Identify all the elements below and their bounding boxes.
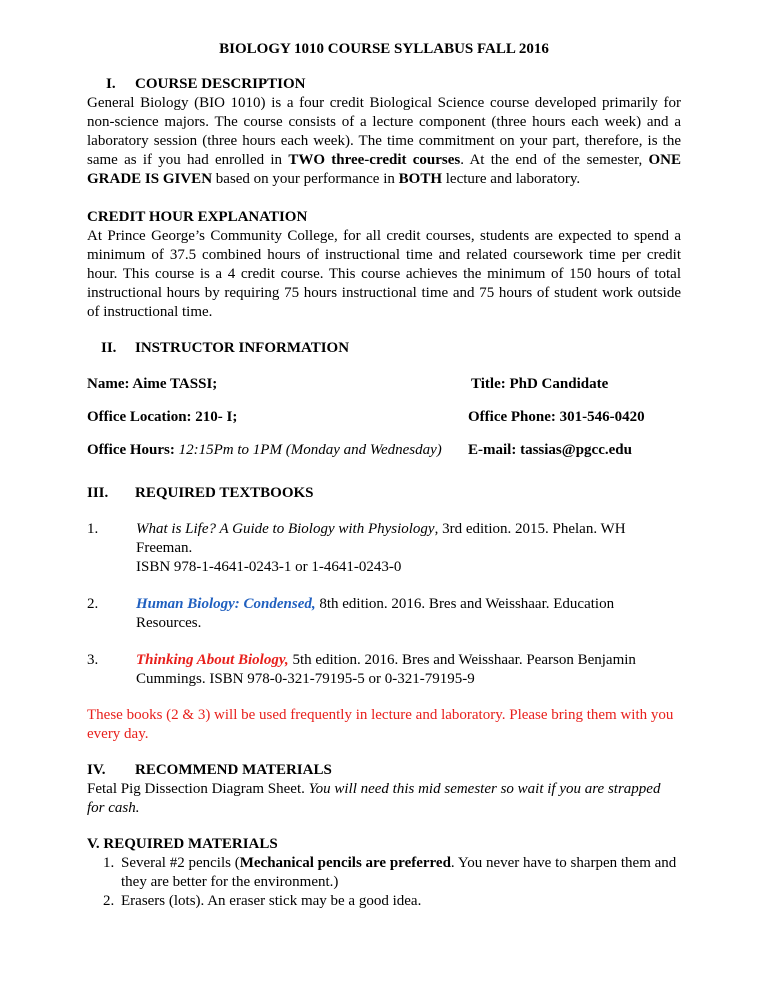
document-title: BIOLOGY 1010 COURSE SYLLABUS FALL 2016: [219, 41, 549, 57]
textbook-item: 2. Human Biology: Condensed, 8th edition. 2016. Bres and Weisshaar. Education Resources.: [87, 596, 615, 631]
textbook-title: Human Biology: Condensed,: [136, 596, 316, 612]
section-number: IV.: [87, 762, 106, 778]
textbook-isbn: ISBN 978-1-4641-0243-1 or 1-4641-0243-0: [136, 559, 402, 575]
instructor-row-3: [87, 441, 681, 460]
textbook-item: 3. Thinking About Biology, 5th edition. 2016. Bres and Weisshaar. Pearson Benjamin Cummings. ISBN 978-0-321-79195-5 or 0-321-79195-9: [87, 652, 636, 687]
credit-hour-paragraph: At Prince George’s Community College, for all credit courses, students are expected to spend a minimum of 37.5 combined hours of instructional time and related coursework time per credit hour. This course is a 4 credit course. This course achieves the minimum of 150 hours of total instructional hours by requiring 75 hours instructional time and 75 hours of student work outside of instructional time.: [87, 228, 681, 320]
material-item: 2. Erasers (lots). An eraser stick may be a good idea.: [103, 893, 422, 909]
section-required-materials-heading: V. REQUIRED MATERIALS: [87, 836, 278, 852]
section-title: RECOMMEND MATERIALS: [135, 762, 332, 778]
textbook-title: Thinking About Biology,: [136, 652, 289, 668]
section-instructor-heading: [87, 339, 681, 358]
recommended-materials-text: Fetal Pig Dissection Diagram Sheet. You will need this mid semester so wait if you are strapped for cash.: [87, 781, 661, 816]
office-location: Office Location: 210- I;: [87, 409, 238, 425]
section-recommended-heading: [87, 761, 681, 780]
credit-hour-heading: CREDIT HOUR EXPLANATION: [87, 209, 308, 225]
instructor-title: Title: PhD Candidate: [471, 376, 609, 392]
section-course-description-heading: [87, 75, 681, 94]
section-title: INSTRUCTOR INFORMATION: [135, 340, 350, 356]
office-hours: Office Hours: 12:15Pm to 1PM (Monday and Wednesday): [87, 442, 442, 458]
syllabus-page: [87, 40, 681, 911]
textbook-note: These books (2 & 3) will be used frequently in lecture and laboratory. Please bring them with you every day.: [87, 707, 674, 742]
textbook-item: 1. What is Life? A Guide to Biology with Physiology, 3rd edition. 2015. Phelan. WH Freeman. ISBN 978-1-4641-0243-1 or 1-4641-0243-0: [87, 521, 626, 575]
section-number: III.: [87, 485, 109, 501]
section-number: I.: [106, 76, 116, 92]
instructor-row-1: [87, 375, 681, 394]
section-textbooks-heading: [87, 484, 681, 503]
section-number: II.: [101, 340, 117, 356]
instructor-email: E-mail: tassias@pgcc.edu: [468, 442, 632, 458]
section-title: REQUIRED TEXTBOOKS: [135, 485, 314, 501]
office-phone: Office Phone: 301-546-0420: [468, 409, 645, 425]
textbook-title: What is Life? A Guide to Biology with Physiology: [136, 521, 435, 537]
instructor-row-2: [87, 408, 681, 427]
section-title: COURSE DESCRIPTION: [135, 76, 306, 92]
material-item: 1. Several #2 pencils (Mechanical pencils are preferred. You never have to sharpen them and they are better for the environment.): [103, 855, 677, 890]
instructor-name: Name: Aime TASSI;: [87, 376, 218, 392]
course-description-paragraph: General Biology (BIO 1010) is a four credit Biological Science course developed primarily for non-science majors. The course consists of a lecture component (three hours each week) and a laboratory session (three hours each week). The time commitment on your part, therefore, is the same as if you had enrolled in TWO three-credit courses. At the end of the semester, ONE GRADE IS GIVEN based on your performance in BOTH lecture and laboratory.: [87, 95, 682, 187]
